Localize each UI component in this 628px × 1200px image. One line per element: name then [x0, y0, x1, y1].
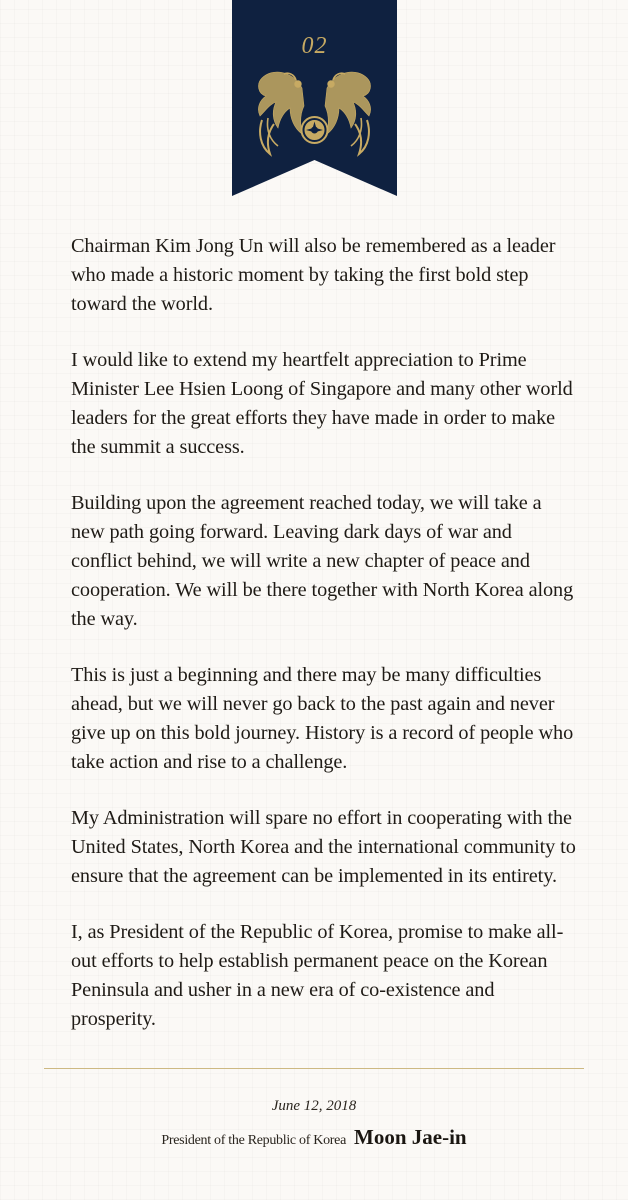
paragraph: Building upon the agreement reached today, we will take a new path going forward. Leaving dark days of war and conflict behind, we will write a new chapter of peace and cooperation. We will be there together with North Korea along the way. [71, 492, 574, 630]
signature [0, 1125, 628, 1150]
footer-divider [44, 1068, 584, 1069]
paragraph: Chairman Kim Jong Un will also be remembered as a leader who made a historic moment by taking the first bold step toward the world. [71, 235, 556, 315]
header-banner [232, 0, 397, 196]
statement-body [71, 232, 576, 1061]
page-number: 02 [301, 33, 328, 59]
statement-date: June 12, 2018 [271, 1098, 357, 1114]
paragraph: My Administration will spare no effort in cooperating with the United States, North Korea and the international community to ensure that the agreement can be implemented in its entirety. [71, 807, 576, 887]
signature-title: President of the Republic of Korea [161, 1133, 346, 1148]
paragraph: I, as President of the Republic of Korea, promise to make all-out efforts to help establish permanent peace on the Korean Peninsula and usher in a new era of co-existence and prosperity. [71, 921, 564, 1030]
signature-name: Moon Jae-in [354, 1125, 467, 1149]
paragraph: This is just a beginning and there may be many difficulties ahead, but we will never go back to the past again and never give up on this bold journey. History is a record of people who take action and rise to a challenge. [71, 664, 574, 773]
banner-shape [232, 0, 397, 196]
paragraph: I would like to extend my heartfelt appreciation to Prime Minister Lee Hsien Loong of Singapore and many other world leaders for the great efforts they have made in order to make the summit a success. [71, 349, 573, 458]
